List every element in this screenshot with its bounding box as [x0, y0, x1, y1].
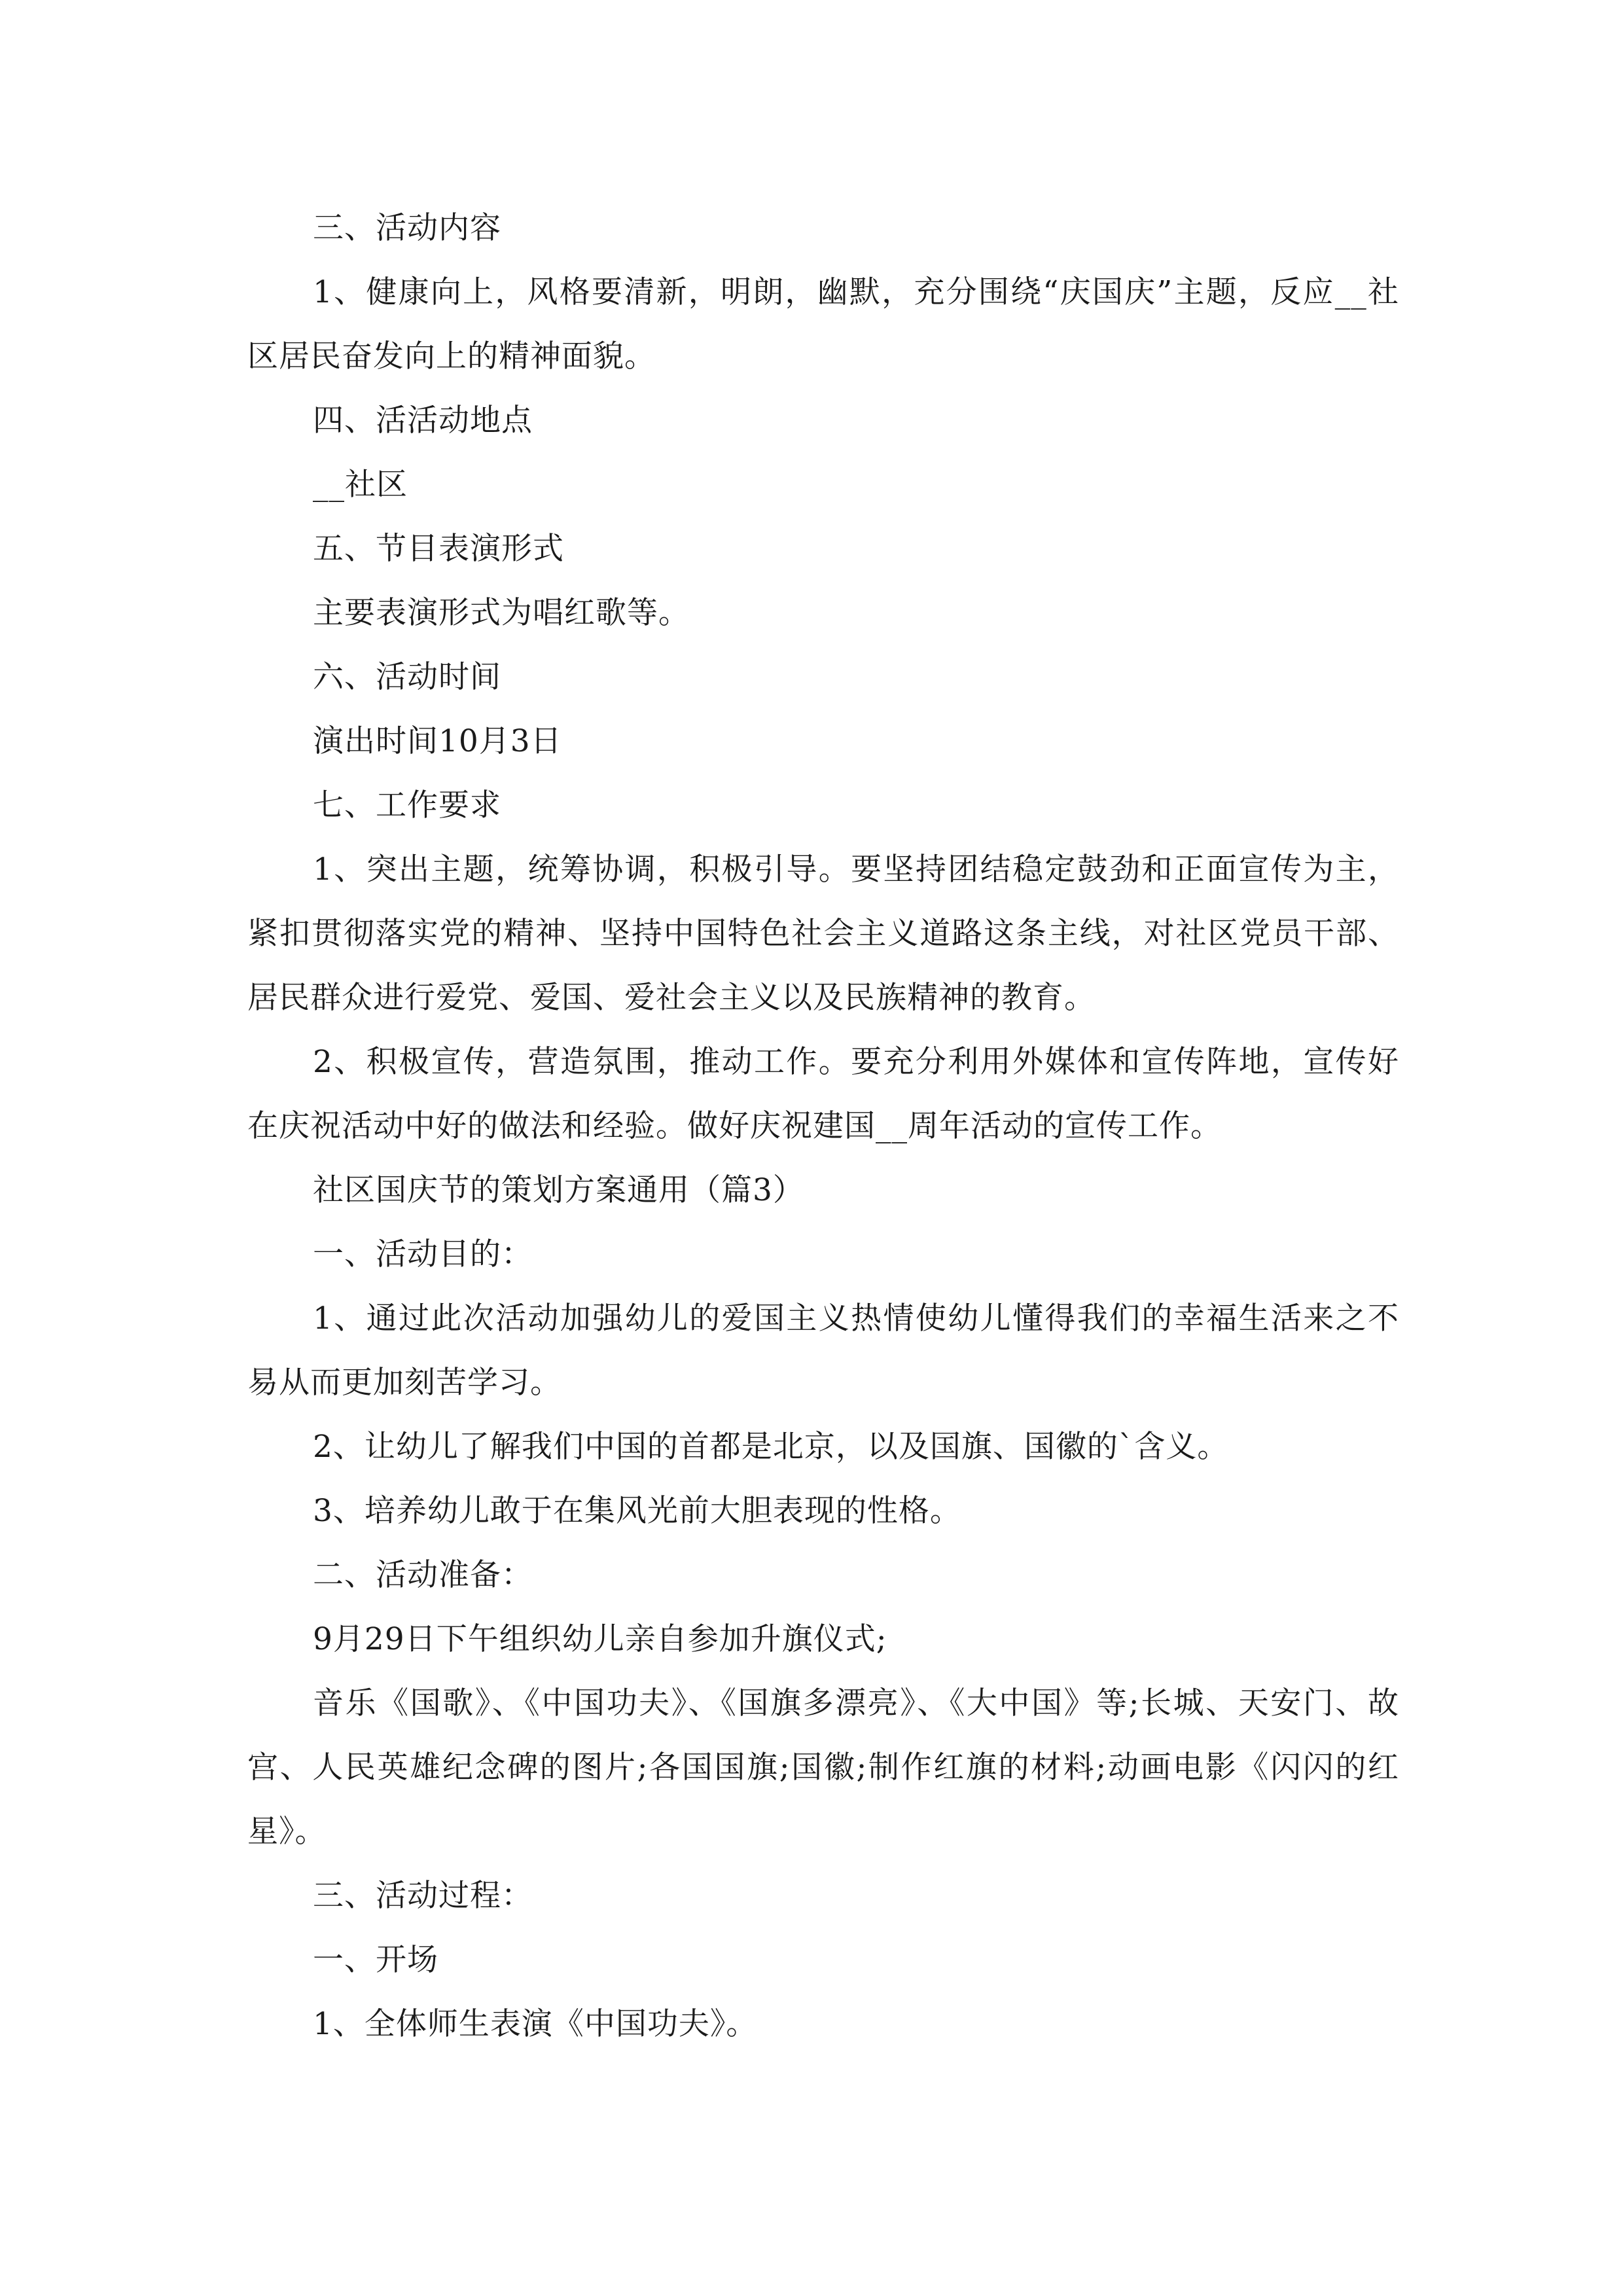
paragraph-purpose-3: 3、培养幼儿敢于在集风光前大胆表现的性格。 [313, 1493, 961, 1529]
section-heading-activity-purpose: 一、活动目的： [313, 1236, 533, 1272]
section-heading-activity-time: 六、活动时间 [313, 659, 501, 695]
paragraph-preparation-2: 音乐《国歌》、《中国功夫》、《国旗多漂亮》、《大中国》等;长城、天安门、故宫、人民英雄纪念碑的图片;各国国旗;国徽;制作红旗的材料;动画电影《闪闪的红星》。 [247, 1685, 1399, 1850]
paragraph-location: __社区 [313, 467, 408, 503]
paragraph-opening-1: 1、全体师生表演《中国功夫》。 [313, 2006, 758, 2042]
paragraph-content-1: 1、健康向上，风格要清新，明朗，幽默，充分围绕“庆国庆”主题，反应__社区居民奋发向上的精神面貌。 [247, 274, 1399, 374]
section-heading-performance-form: 五、节目表演形式 [313, 531, 564, 567]
section-heading-activity-preparation: 二、活动准备： [313, 1557, 533, 1593]
section-heading-location: 四、活活动地点 [313, 403, 533, 439]
section-heading-work-requirements: 七、工作要求 [313, 787, 501, 823]
paragraph-performance-form: 主要表演形式为唱红歌等。 [313, 595, 690, 631]
paragraph-purpose-1: 1、通过此次活动加强幼儿的爱国主义热情使幼儿懂得我们的幸福生活来之不易从而更加刻苦学习。 [247, 1300, 1399, 1401]
paragraph-requirement-1: 1、突出主题，统筹协调，积极引导。要坚持团结稳定鼓劲和正面宣传为主，紧扣贯彻落实党的精神、坚持中国特色社会主义道路这条主线，对社区党员干部、居民群众进行爱党、爱国、爱社会主义以及民族精神的教育。 [247, 852, 1399, 1016]
subsection-heading-opening: 一、开场 [313, 1942, 438, 1978]
paragraph-purpose-2: 2、让幼儿了解我们中国的首都是北京，以及国旗、国徽的`含义。 [313, 1429, 1229, 1465]
section-heading-activity-process: 三、活动过程： [313, 1878, 533, 1914]
article-title-part-3: 社区国庆节的策划方案通用（篇3） [313, 1172, 804, 1208]
paragraph-activity-time: 演出时间10月3日 [313, 723, 562, 759]
paragraph-requirement-2: 2、积极宣传，营造氛围，推动工作。要充分利用外媒体和宣传阵地，宣传好在庆祝活动中好的做法和经验。做好庆祝建国__周年活动的宣传工作。 [247, 1044, 1399, 1144]
paragraph-preparation-1: 9月29日下午组织幼儿亲自参加升旗仪式; [313, 1621, 887, 1657]
section-heading-activity-content: 三、活动内容 [313, 210, 501, 246]
document-body [247, 196, 1399, 2056]
